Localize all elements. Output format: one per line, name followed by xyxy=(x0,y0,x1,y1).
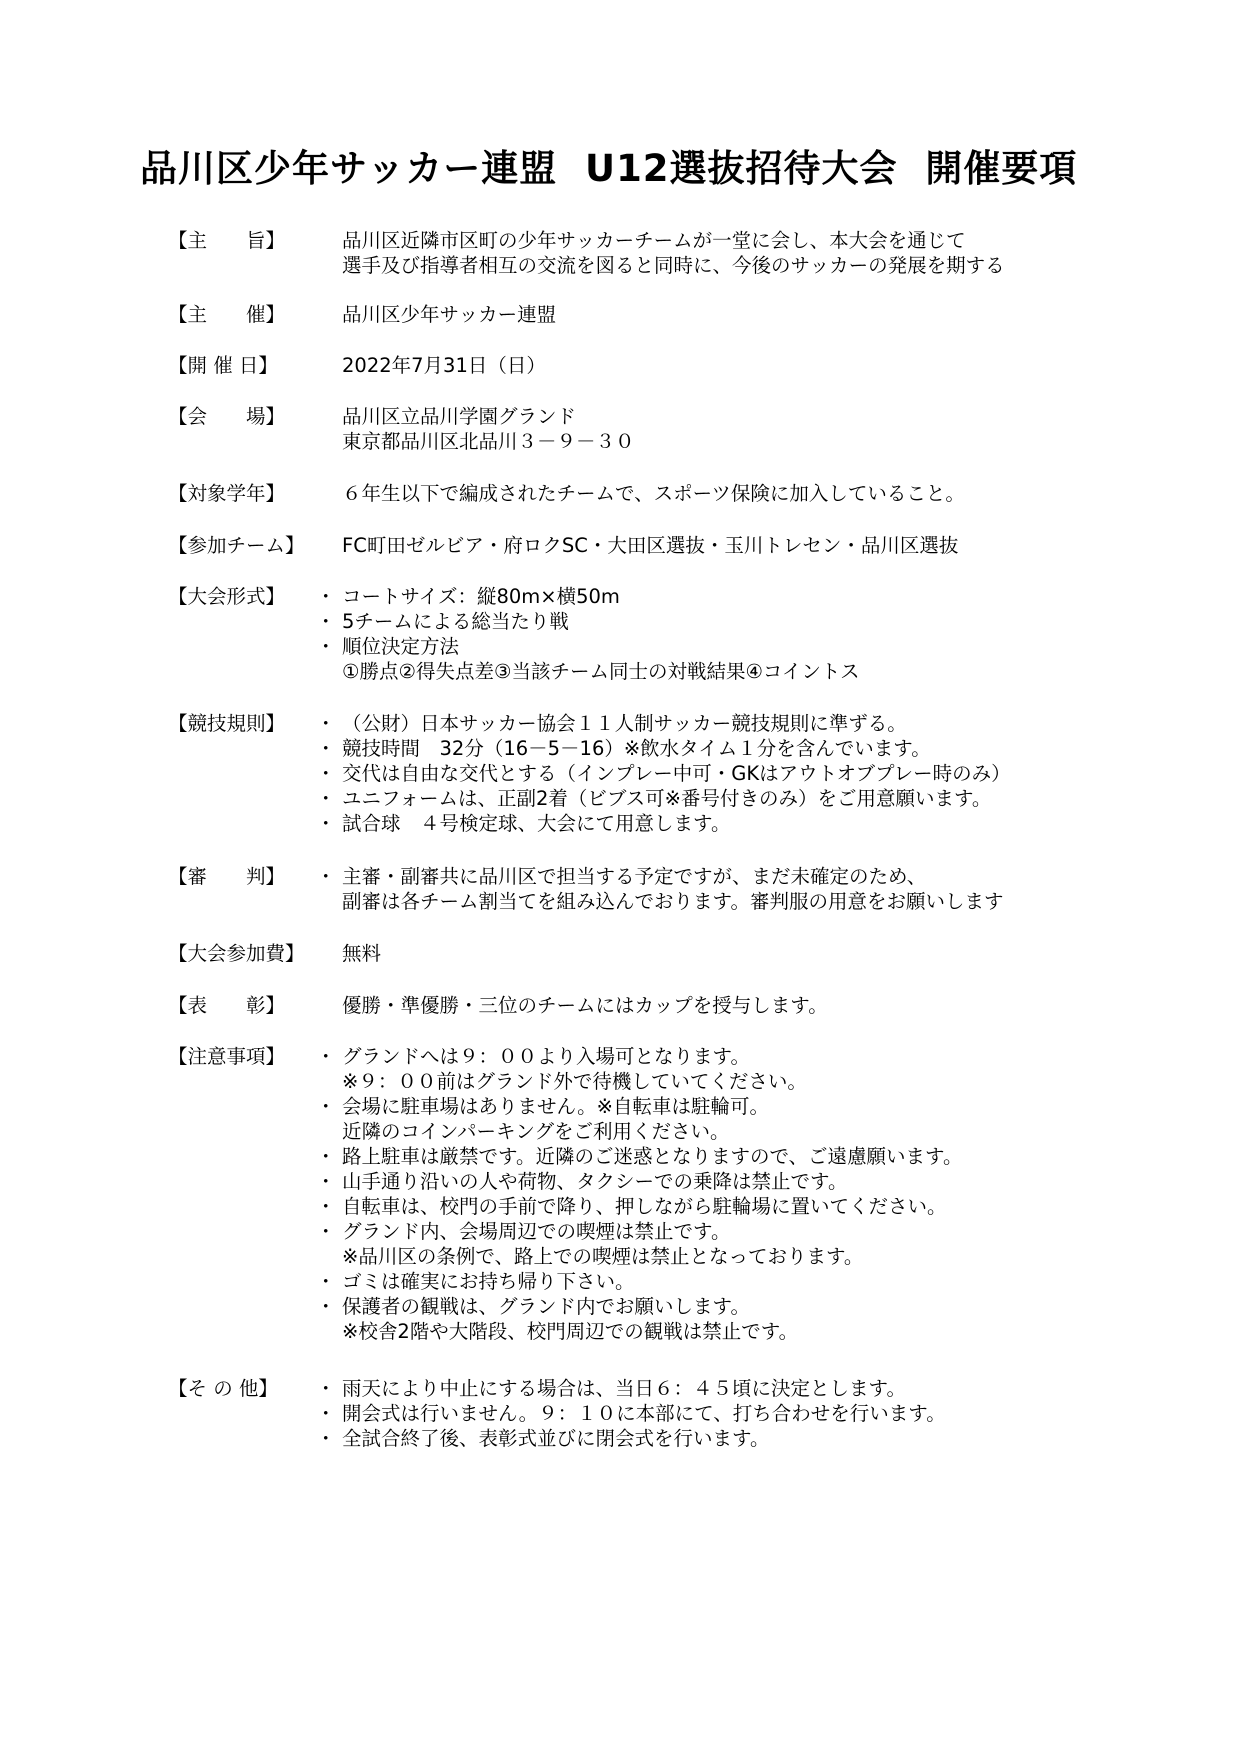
list-item xyxy=(316,761,1232,786)
list-item xyxy=(316,864,1232,889)
bullet-mark: ・ xyxy=(316,865,336,888)
bullet-mark: ・ xyxy=(316,1170,336,1193)
list-item-text: グランドへは９：００より入場可となります。 xyxy=(342,1045,750,1068)
list-item-text: 競技時間 32分（16－5－16）※飲水タイム１分を含んでいます。 xyxy=(342,737,931,760)
bullet-mark: ・ xyxy=(316,1145,336,1168)
section-label: 【注意事項】 xyxy=(168,1045,286,1068)
section-label: 【対象学年】 xyxy=(168,482,286,505)
list-item-text: ※品川区の条例で、路上での喫煙は禁止となっております。 xyxy=(342,1245,864,1268)
bullet-mark: ・ xyxy=(316,1402,336,1425)
list-item xyxy=(316,1194,1232,1219)
body-line: 東京都品川区北品川３－９－３０ xyxy=(342,430,635,453)
section-label: 【大会形式】 xyxy=(168,585,286,608)
body-line: 品川区近隣市区町の少年サッカーチームが一堂に会し、本大会を通じて xyxy=(342,229,966,252)
body-line: FC町田ゼルビア・府ロクSC・大田区選抜・玉川トレセン・品川区選抜 xyxy=(342,534,959,557)
list-item-text: 近隣のコインパーキングをご利用ください。 xyxy=(342,1120,730,1143)
bullet-mark: ・ xyxy=(316,1427,336,1450)
section-label: 【主 催】 xyxy=(168,303,286,326)
section-label: 【表 彰】 xyxy=(168,994,286,1017)
list-item-text: 副審は各チーム割当てを組み込んでおります。審判服の用意をお願いします xyxy=(342,890,1004,913)
list-item xyxy=(316,584,1232,609)
list-item xyxy=(316,889,1232,914)
page-title: 品川区少年サッカー連盟 U12選抜招待大会 開催要項 xyxy=(140,147,1078,190)
list-item-text: 順位決定方法 xyxy=(342,635,460,658)
body-line: 無料 xyxy=(342,942,382,965)
bullet-mark: ・ xyxy=(316,1045,336,1068)
list-item xyxy=(316,634,1232,659)
list-item xyxy=(316,1094,1232,1119)
bullet-mark: ・ xyxy=(316,635,336,658)
list-item-text: 交代は自由な交代とする（インプレー中可・GKはアウトオブプレー時のみ） xyxy=(342,762,1011,785)
bullet-mark: ・ xyxy=(316,1377,336,1400)
list-item-text: 雨天により中止にする場合は、当日６：４５頃に決定とします。 xyxy=(342,1377,906,1400)
list-item-text: 開会式は行いません。９：１０に本部にて、打ち合わせを行います。 xyxy=(342,1402,946,1425)
list-item xyxy=(316,659,1232,684)
list-item-text: （公財）日本サッカー協会１１人制サッカー競技規則に準ずる。 xyxy=(342,712,907,735)
bullet-mark: ・ xyxy=(316,787,336,810)
bullet-mark: ・ xyxy=(316,1270,336,1293)
list-item-text: ※９：００前はグランド外で待機していてください。 xyxy=(342,1070,807,1093)
bullet-mark: ・ xyxy=(316,1220,336,1243)
list-item-text: コートサイズ：縦80m×横50m xyxy=(342,585,620,608)
list-item xyxy=(316,1169,1232,1194)
list-item xyxy=(316,786,1232,811)
body-line: 選手及び指導者相互の交流を図ると同時に、今後のサッカーの発展を期する xyxy=(342,254,1005,277)
bullet-mark: ・ xyxy=(316,1095,336,1118)
list-item xyxy=(316,1376,1232,1401)
bullet-mark: ・ xyxy=(316,610,336,633)
list-item xyxy=(316,1044,1232,1069)
list-item xyxy=(316,711,1232,736)
list-item xyxy=(316,1269,1232,1294)
body-line: 品川区少年サッカー連盟 xyxy=(342,303,557,326)
bullet-mark: ・ xyxy=(316,1295,336,1318)
list-item xyxy=(316,1426,1232,1451)
list-item xyxy=(316,811,1232,836)
list-item xyxy=(316,1319,1232,1344)
list-item xyxy=(316,1244,1232,1269)
body-line: 品川区立品川学園グランド xyxy=(342,405,577,428)
list-item xyxy=(316,1119,1232,1144)
list-item-text: ①勝点②得失点差③当該チーム同士の対戦結果④コイントス xyxy=(342,660,860,683)
section-label: 【主 旨】 xyxy=(168,229,286,252)
list-item-text: 主審・副審共に品川区で担当する予定ですが、まだ未確定のため、 xyxy=(342,865,927,888)
bullet-mark: ・ xyxy=(316,812,336,835)
section-label: 【競技規則】 xyxy=(168,712,286,735)
bullet-mark: ・ xyxy=(316,1195,336,1218)
list-item-text: ユニフォームは、正副2着（ビブス可※番号付きのみ）をご用意願います。 xyxy=(342,787,992,810)
list-item-text: グランド内、会場周辺での喫煙は禁止です。 xyxy=(342,1220,731,1243)
list-item-text: 5チームによる総当たり戦 xyxy=(342,610,569,633)
section-label: 【会 場】 xyxy=(168,405,286,428)
list-item xyxy=(316,1069,1232,1094)
list-item xyxy=(316,1401,1232,1426)
section-label: 【大会参加費】 xyxy=(168,942,305,965)
section-label: 【開 催 日】 xyxy=(168,354,278,377)
bullet-mark: ・ xyxy=(316,737,336,760)
list-item-text: 保護者の観戦は、グランド内でお願いします。 xyxy=(342,1295,750,1318)
list-item xyxy=(316,609,1232,634)
list-item xyxy=(316,736,1232,761)
list-item-text: 全試合終了後、表彰式並びに閉会式を行います。 xyxy=(342,1427,770,1450)
section-label: 【参加チーム】 xyxy=(168,534,305,557)
list-item xyxy=(316,1144,1232,1169)
list-item-text: 会場に駐車場はありません。※自転車は駐輪可。 xyxy=(342,1095,770,1118)
body-line: ６年生以下で編成されたチームで、スポーツ保険に加入していること。 xyxy=(342,482,965,505)
bullet-mark: ・ xyxy=(316,585,336,608)
list-item-text: 路上駐車は厳禁です。近隣のご迷惑となりますので、ご遠慮願います。 xyxy=(342,1145,963,1168)
body-line: 2022年7月31日（日） xyxy=(342,354,546,377)
body-line: 優勝・準優勝・三位のチームにはカップを授与します。 xyxy=(342,994,828,1017)
list-item-text: 試合球 ４号検定球、大会にて用意します。 xyxy=(342,812,731,835)
bullet-mark: ・ xyxy=(316,762,336,785)
list-item xyxy=(316,1294,1232,1319)
list-item-text: ゴミは確実にお持ち帰り下さい。 xyxy=(342,1270,635,1293)
bullet-mark: ・ xyxy=(316,712,336,735)
list-item-text: 山手通り沿いの人や荷物、タクシーでの乗降は禁止です。 xyxy=(342,1170,848,1193)
section-label: 【そ の 他】 xyxy=(168,1377,278,1400)
list-item-text: 自転車は、校門の手前で降り、押しながら駐輪場に置いてください。 xyxy=(342,1195,947,1218)
section-label: 【審 判】 xyxy=(168,865,286,888)
list-item-text: ※校舎2階や大階段、校門周辺での観戦は禁止です。 xyxy=(342,1320,799,1343)
list-item xyxy=(316,1219,1232,1244)
